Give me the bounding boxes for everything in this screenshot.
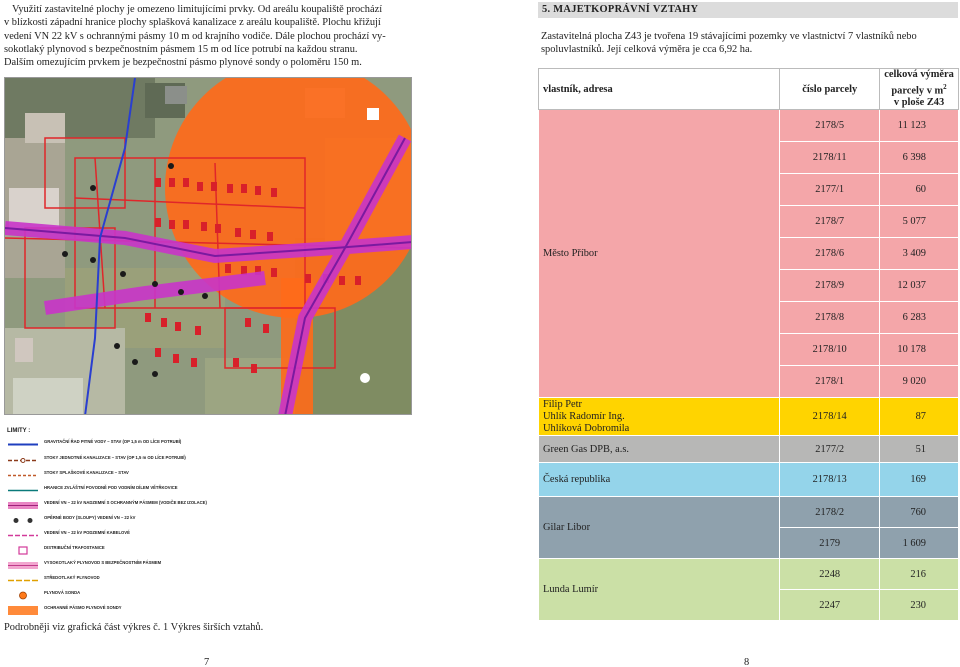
parcel-cell: 2178/7 <box>780 206 880 238</box>
hp-gas-symbol <box>8 561 38 570</box>
owner-line: Filip Petr <box>543 398 582 410</box>
section-text <box>541 30 959 57</box>
legend-item <box>4 544 236 557</box>
parcel-cell: 2178/5 <box>780 110 880 142</box>
area-header-line2: parcely v m <box>891 85 944 97</box>
table-header-row <box>539 69 959 110</box>
table-row <box>539 110 959 142</box>
sewage-symbol <box>8 471 38 480</box>
parcel-cell: 2178/6 <box>780 238 880 270</box>
area-cell: 169 <box>880 463 959 497</box>
area-cell: 1 609 <box>880 528 959 559</box>
area-header-sup: 2 <box>943 83 947 91</box>
map-legend <box>4 424 236 620</box>
parcel-cell: 2178/9 <box>780 270 880 302</box>
area-cell: 3 409 <box>880 238 959 270</box>
probe-zone-symbol <box>8 606 38 615</box>
owner-cell: Green Gas DPB, a.s. <box>539 436 780 463</box>
site-map-image <box>5 78 412 415</box>
legend-item <box>4 469 236 482</box>
table-row <box>539 436 959 463</box>
area-header-line1: celková výměra <box>884 69 954 80</box>
area-column-header <box>880 69 959 110</box>
owner-line: Uhlík Radomír Ing. <box>543 410 625 422</box>
area-cell: 216 <box>880 559 959 590</box>
area-cell: 6 398 <box>880 142 959 174</box>
area-cell: 6 283 <box>880 302 959 334</box>
page-number-right: 8 <box>744 657 750 667</box>
area-cell: 11 123 <box>880 110 959 142</box>
area-cell: 60 <box>880 174 959 206</box>
flood-boundary-symbol <box>8 486 38 495</box>
legend-item-label: GRAVITAČNÍ ŘAD PITNÉ VODY – STAV (OP 1,5 m OD LÍCE POTRUBÍ) <box>44 439 182 444</box>
parcel-cell: 2178/13 <box>780 463 880 497</box>
legend-title: LIMITY : <box>7 428 31 434</box>
area-cell: 12 037 <box>880 270 959 302</box>
owner-cell <box>539 398 780 436</box>
parcel-cell: 2179 <box>780 528 880 559</box>
site-map <box>4 77 412 415</box>
gas-probe-symbol <box>8 591 38 600</box>
parcel-cell: 2177/1 <box>780 174 880 206</box>
legend-item-label: STŘEDOTLAKÝ PLYNOVOD <box>44 575 100 580</box>
legend-item-label: VYSOKOTLAKÝ PLYNOVOD S BEZPEČNOSTNÍM PÁSMEM <box>44 560 162 565</box>
legend-item-label: OPĚRNÉ BODY (SLOUPY) VEDENÍ VN – 22 kV <box>44 515 136 520</box>
parcel-cell: 2248 <box>780 559 880 590</box>
legend-item <box>4 589 236 602</box>
legend-item-label: VEDENÍ VN – 22 kV PODZEMNÍ KABELOVÉ <box>44 530 130 535</box>
legend-item-label: DISTRIBUČNÍ TRAFOSTANICE <box>44 545 105 550</box>
intro-line: vedení VN 22 kV s ochrannými pásmy 10 m od krajního vodiče. Dále plochou prochází vy- <box>4 30 386 42</box>
legend-item <box>4 438 236 451</box>
parcel-cell: 2178/10 <box>780 334 880 366</box>
legend-item <box>4 529 236 542</box>
intro-line: Využití zastavitelné plochy je omezeno limitujícími prvky. Od areálu koupaliště prochází <box>12 4 383 15</box>
area-cell: 10 178 <box>880 334 959 366</box>
reference-note: Podrobněji viz grafická část výkres č. 1 Výkres širších vztahů. <box>4 622 264 633</box>
parcel-cell: 2178/11 <box>780 142 880 174</box>
owner-cell: Lunda Lumír <box>539 559 780 621</box>
poles-symbol <box>8 516 38 525</box>
legend-item-label: PLYNOVÁ SONDA <box>44 590 81 595</box>
section-text-line: spoluvlastníků. Její celková výměra je cca 6,92 ha. <box>541 44 753 56</box>
intro-line: Dalším omezujícím prvkem je bezpečnostní pásmo plynové sondy o poloměru 150 m. <box>4 57 362 69</box>
ownership-table <box>538 68 959 621</box>
intro-line: sokotlaký plynovod s bezpečnostním pásmem 15 m od líce potrubí na každou stranu. <box>4 43 358 55</box>
legend-item-label: HRANICE ZVLÁŠTNÍ POVODNĚ POD VODNÍM DÍLEM VĚTŘKOVICE <box>44 485 178 490</box>
owner-column-header: vlastník, adresa <box>539 69 780 110</box>
area-cell: 760 <box>880 497 959 528</box>
area-header-line3: v ploše Z43 <box>893 97 945 109</box>
legend-item <box>4 514 236 527</box>
area-cell: 87 <box>880 398 959 436</box>
section-text-line: Zastavitelná plocha Z43 je tvořena 19 stávajícími pozemky ve vlastnictví 7 vlastníků nebo <box>541 31 917 42</box>
intro-paragraph <box>4 3 414 69</box>
parcel-cell: 2177/2 <box>780 436 880 463</box>
area-cell: 51 <box>880 436 959 463</box>
owner-cell: Město Příbor <box>539 110 780 398</box>
legend-item-label: OCHRANNÉ PÁSMO PLYNOVÉ SONDY <box>44 605 122 610</box>
table-row <box>539 463 959 497</box>
legend-item-label: VEDENÍ VN – 22 kV NADZEMNÍ S OCHRANNÝM PÁSMEM (VODIČE BEZ IZOLACE) <box>44 500 207 505</box>
water-main-symbol <box>8 440 38 449</box>
legend-item <box>4 574 236 587</box>
parcel-cell: 2178/2 <box>780 497 880 528</box>
overhead-line-symbol <box>8 501 38 510</box>
parcel-cell: 2178/8 <box>780 302 880 334</box>
legend-item <box>4 559 236 572</box>
owner-cell: Gilar Libor <box>539 497 780 559</box>
legend-item <box>4 484 236 497</box>
section-title: 5. MAJETKOPRÁVNÍ VZTAHY <box>538 2 958 18</box>
combined-sewer-symbol <box>8 456 38 465</box>
parcel-cell: 2178/1 <box>780 366 880 398</box>
parcel-cell: 2178/14 <box>780 398 880 436</box>
legend-item <box>4 454 236 467</box>
table-row <box>539 497 959 528</box>
underground-cable-symbol <box>8 531 38 540</box>
legend-item-label: STOKY SPLAŠKOVÉ KANALIZACE – STAV <box>44 470 129 475</box>
legend-item <box>4 499 236 512</box>
area-cell: 230 <box>880 590 959 621</box>
page-number-left: 7 <box>204 657 210 667</box>
parcel-column-header: číslo parcely <box>780 69 880 110</box>
intro-line: v blízkosti západní hranice plochy splašková kanalizace z areálu koupaliště. Plochu křižují <box>4 17 381 29</box>
transformer-symbol <box>8 546 38 555</box>
owner-line: Uhlíková Dobromila <box>543 422 630 434</box>
table-row <box>539 398 959 436</box>
mp-gas-symbol <box>8 576 38 585</box>
table-row <box>539 559 959 590</box>
legend-item-label: STOKY JEDNOTNÉ KANALIZACE – STAV (OP 1,5 m OD LÍCE POTRUBÍ) <box>44 455 186 460</box>
area-cell: 5 077 <box>880 206 959 238</box>
owner-cell: Česká republika <box>539 463 780 497</box>
area-cell: 9 020 <box>880 366 959 398</box>
parcel-cell: 2247 <box>780 590 880 621</box>
legend-item <box>4 604 236 617</box>
